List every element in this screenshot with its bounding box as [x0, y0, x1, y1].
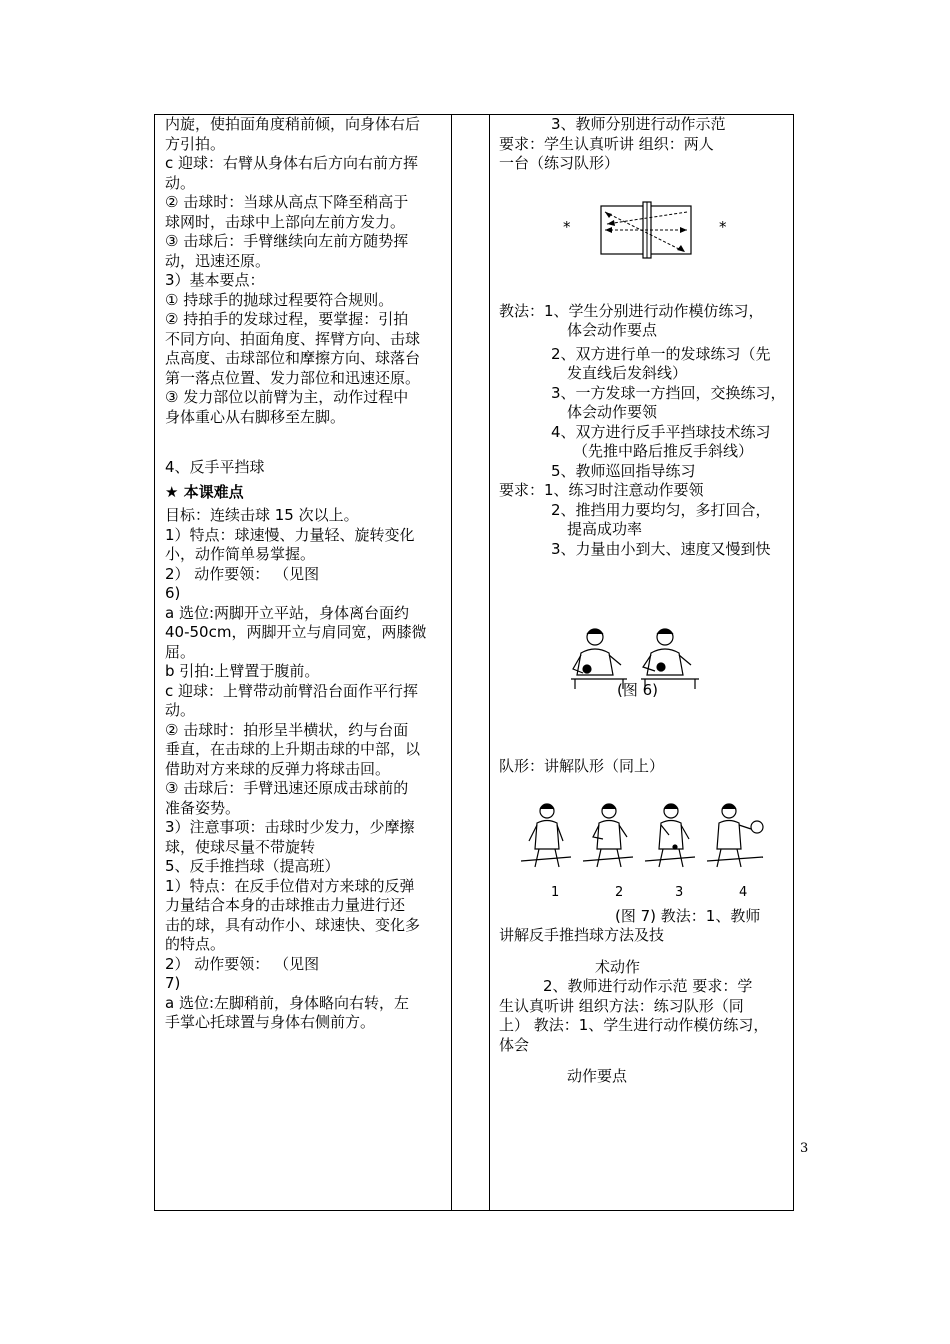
text-line: 40-50cm，两脚开立与肩同宽，两膝微 — [165, 623, 427, 641]
text-line: 3、力量由小到大、速度又慢到快 — [551, 539, 771, 558]
figure-6-caption: (图 6) — [617, 681, 659, 699]
text-line: 借助对方来球的反弹力将球击回。 — [165, 759, 391, 778]
text-line: ② 持拍手的发球过程，要掌握：引拍 — [165, 310, 409, 328]
text-line: 准备姿势。 — [165, 798, 241, 817]
text-line: 3）基本要点： — [165, 271, 265, 289]
text-line: 5、反手推挡球（提高班） — [165, 857, 340, 875]
text-line: 1）特点：在反手位借对方来球的反弹 — [165, 876, 415, 895]
figure-7-number-1: 1 — [551, 884, 560, 900]
text-line: 5、教师巡回指导练习 — [551, 461, 696, 480]
text-line: 2、推挡用力要均匀，多打回合， — [551, 500, 771, 519]
text-line: 动。 — [165, 701, 196, 719]
text-line: 球网时，击球中上部向左前方发力。 — [165, 212, 406, 231]
text-line: 力量结合本身的击球推击力量进行还 — [165, 896, 406, 914]
text-line: 3、一方发球一方挡回，交换练习， — [551, 383, 786, 402]
text-line: b 引拍:上臂置于腹前。 — [165, 662, 320, 680]
page-number: 3 — [800, 1141, 809, 1156]
text-line: ② 击球时：当球从高点下降至稍高于 — [165, 193, 409, 211]
text-line: 动作要点 — [567, 1067, 628, 1085]
table-tennis-table-icon — [599, 200, 699, 260]
text-line: 2、教师进行动作示范 要求：学 — [543, 977, 753, 995]
text-line: 要求：1、练习时注意动作要领 — [499, 481, 704, 499]
star-left: * — [563, 217, 571, 236]
table-diagram — [499, 174, 795, 286]
text-line: 手掌心托球置与身体右侧前方。 — [165, 1013, 376, 1031]
text-line: 2、双方进行单一的发球练习（先 — [551, 344, 771, 363]
text-line: c 迎球：右臂从身体右后方向右前方挥 — [165, 154, 419, 172]
text-line: a 选位:两脚开立平站，身体离台面约 — [165, 603, 410, 622]
text-line: 体会动作要点 — [567, 321, 658, 339]
text-line: 上） 教法：1、学生进行动作模仿练习， — [499, 1016, 769, 1034]
figure-7-number-2: 2 — [615, 884, 624, 900]
right-column — [499, 115, 795, 1087]
difficulty-label: ★ 本课难点 — [165, 482, 244, 501]
left-column — [165, 115, 455, 1033]
text-line: 3）注意事项：击球时少发力，少摩擦 — [165, 818, 415, 836]
text-line: 方引拍。 — [165, 134, 226, 153]
text-line: ③ 击球后：手臂继续向左前方随势挥 — [165, 232, 409, 250]
text-line: c 迎球：上臂带动前臂沿台面作平行挥 — [165, 681, 419, 700]
text-line: 提高成功率 — [567, 520, 643, 538]
text-line: 4、双方进行反手平挡球技术练习 — [551, 422, 771, 441]
text-line: 动。 — [165, 173, 196, 192]
text-line: 3、教师分别进行动作示范 — [551, 115, 726, 133]
text-line: 屈。 — [165, 642, 196, 661]
text-line: 垂直，在击球的上升期击球的中部，以 — [165, 740, 421, 758]
text-line: 讲解反手推挡球方法及技 — [499, 926, 665, 944]
figure-7 — [499, 777, 795, 907]
text-line: 生认真听讲 组织方法：练习队形（同 — [499, 996, 744, 1015]
lesson-table — [154, 114, 794, 1211]
text-line: 球，使球尽量不带旋转 — [165, 837, 316, 856]
text-line: 体会 — [499, 1035, 530, 1054]
figure-6 — [499, 559, 795, 701]
text-line: 不同方向、拍面角度、挥臂方向、击球 — [165, 329, 421, 348]
formation-text: 队形：讲解队形（同上） — [499, 757, 665, 775]
text-line: 1）特点：球速慢、力量轻、旋转变化 — [165, 525, 415, 544]
text-line: 身体重心从右脚移至左脚。 — [165, 407, 346, 426]
text-line: 教法：1、学生分别进行动作模仿练习， — [499, 301, 764, 320]
text-line: 第一落点位置、发力部位和迅速还原。 — [165, 368, 421, 387]
text-line: 的特点。 — [165, 935, 226, 953]
text-line: 术动作 — [595, 957, 641, 976]
text-line: 2） 动作要领： （见图 — [165, 954, 320, 973]
column-divider-2 — [489, 115, 490, 1210]
section-title: 4、反手平挡球 — [165, 458, 265, 476]
text-line: ② 击球时：拍形呈半横状，约与台面 — [165, 720, 409, 739]
text-line: 6) — [165, 584, 181, 602]
player-sequence-icon — [521, 801, 771, 887]
text-line: 发直线后发斜线） — [567, 364, 688, 382]
text-line: 点高度、击球部位和摩擦方向、球落台 — [165, 349, 421, 367]
text-line: 动，迅速还原。 — [165, 251, 271, 270]
text-line: ③ 击球后：手臂迅速还原成击球前的 — [165, 779, 409, 797]
text-line: 小，动作简单易掌握。 — [165, 545, 316, 563]
text-line: 7) — [165, 974, 181, 992]
text-line: a 选位:左脚稍前，身体略向右转，左 — [165, 993, 410, 1012]
text-line: 击的球，具有动作小、球速快、变化多 — [165, 915, 421, 934]
text-line: 内旋，使拍面角度稍前倾，向身体右后 — [165, 115, 421, 133]
text-line: 2） 动作要领： （见图 — [165, 564, 320, 583]
figure-7-caption: (图 7) 教法：1、教师 — [615, 906, 761, 925]
text-line: 一台（练习队形） — [499, 154, 620, 172]
text-line: 体会动作要领 — [567, 403, 658, 421]
text-line: ③ 发力部位以前臂为主，动作过程中 — [165, 388, 409, 406]
text-line: ① 持球手的抛球过程要符合规则。 — [165, 290, 394, 309]
text-line: （先推中路后推反手斜线） — [573, 442, 754, 460]
figure-7-number-4: 4 — [739, 884, 748, 900]
text-line: 目标：连续击球 15 次以上。 — [165, 506, 359, 524]
star-right: * — [719, 217, 727, 236]
figure-7-number-3: 3 — [675, 884, 684, 900]
text-line: 要求：学生认真听讲 组织：两人 — [499, 134, 714, 153]
